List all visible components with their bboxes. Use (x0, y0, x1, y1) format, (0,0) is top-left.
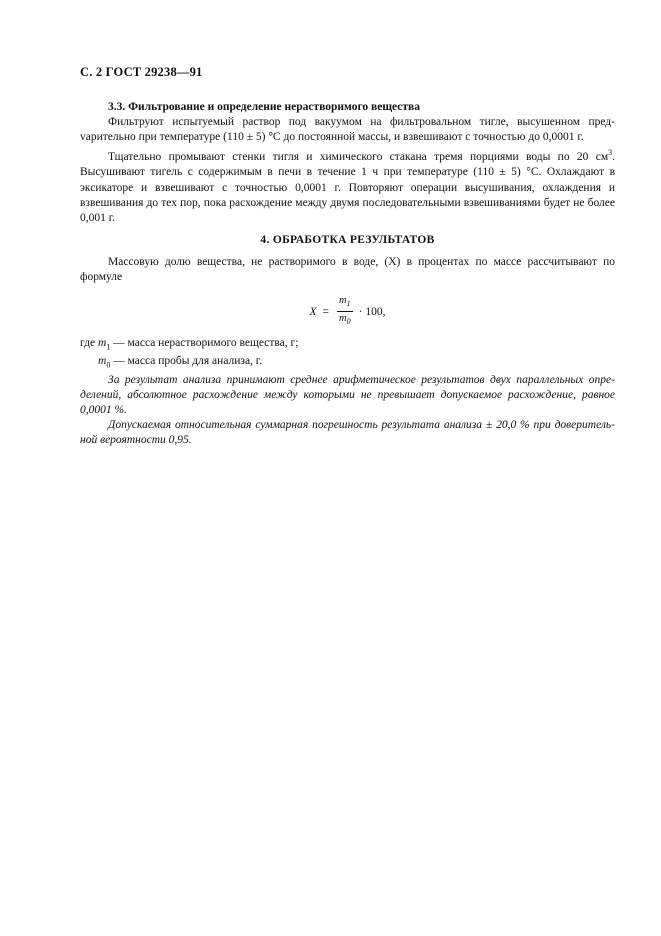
formula-numerator (337, 294, 353, 311)
section-3-3-paragraph-1: Фильтруют испытуемый раствор под вакуумом на фильтровальном тигле, высушенном предvарительно при температуре (110 ± 5) °С до постоянной массы, и взвешивают с точностью до 0,0001 г. (80, 116, 615, 144)
denominator-sub: 0 (346, 317, 351, 327)
section-3-3-paragraph-2 (80, 145, 615, 226)
numerator-var: m (339, 295, 347, 307)
m0-description: — масса пробы для анализа, г. (110, 355, 263, 368)
formula (80, 294, 615, 330)
formula-denominator (337, 312, 353, 329)
paragraph-2-text-end: . Высушивают тигель с содержимым в печи в течение 1 ч при температуре (110 ± 5) °С. Охлаждают в эксикаторе и взвешивают с точностью 0,0001 г. Повторяют операции высушивания, охлаждения и взвешивания до тех пор, пока расхождение между двумя последовательными взвешиваниями будет не более 0,001 г. (80, 151, 615, 225)
formula-lhs: X (309, 305, 317, 318)
cubic-superscript: 3 (608, 148, 613, 158)
page-header: С. 2 ГОСТ 29238—91 (80, 65, 203, 79)
error-note: Допускаемая относительная суммарная погрешность результата анализа ± 20,0 % при доверительной вероятности 0,95. (80, 419, 615, 447)
numerator-sub: 1 (346, 299, 351, 309)
result-note: За результат анализа принимают среднее арифметическое результатов двух параллельных определений, абсолютное расхождение между которыми не превышает допускаемое расхождение, равное 0,0001 %. (80, 373, 615, 417)
section-4-title: 4. ОБРАБОТКА РЕЗУЛЬТАТОВ (260, 234, 435, 247)
document-page (80, 64, 615, 449)
paragraph-2-text-start: Тщательно промывают стенки тигля и химического стакана тремя порциями воды по 20 см (108, 151, 609, 164)
m1-var: m (97, 336, 107, 349)
formula-fraction (337, 294, 353, 329)
denominator-var: m (339, 313, 347, 325)
where-prefix: где (80, 336, 96, 349)
where-line-m0 (80, 354, 615, 373)
section-4-intro: Массовую долю вещества, не растворимого в воде, (X) в процентах по массе рассчитывают по формуле (80, 256, 615, 284)
m0-sub: 0 (106, 360, 111, 370)
m1-description: — масса нерастворимого вещества, г; (110, 336, 299, 349)
section-3-3-title: 3.3. Фильтрование и определение нерастворимого вещества (108, 101, 421, 113)
where-line-m1 (80, 336, 615, 355)
m1-sub: 1 (106, 341, 111, 351)
formula-rhs: · 100, (358, 305, 386, 318)
m0-var: m (98, 355, 107, 368)
formula-equals: = (322, 305, 330, 318)
